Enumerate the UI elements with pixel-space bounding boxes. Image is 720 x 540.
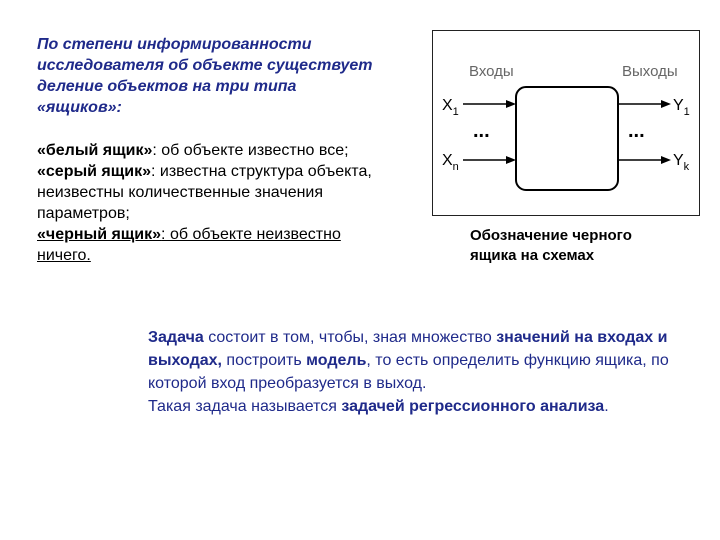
regression-term: задачей регрессионного анализа: [341, 398, 605, 415]
output-y1-label: $Y_1$: [673, 97, 690, 118]
intro-line: По степени информированности: [37, 36, 312, 53]
task-text: , то есть определить функцию ящика, по которой вход преобразуется в выход.: [148, 352, 669, 392]
task-text: состоит в том, чтобы, зная множество: [203, 329, 497, 346]
input-x1-label: $X_1$: [442, 97, 459, 118]
black-box-diagram-svg: [433, 31, 701, 217]
black-box-item: [37, 224, 427, 245]
task-description: [148, 326, 688, 418]
input-xn-label: $X_n$: [442, 152, 459, 173]
white-box-desc: : об объекте известно все;: [152, 142, 349, 159]
model-term: модель: [306, 352, 367, 369]
task-paragraph-2: [148, 395, 688, 418]
input-arrowhead-1: [506, 100, 516, 108]
black-box-label: «черный ящик»: [37, 226, 162, 243]
gray-box-label: «серый ящик»: [37, 163, 151, 180]
outputs-label: Выходы: [622, 63, 678, 80]
output-ellipsis: ...: [628, 120, 645, 142]
caption-line: Обозначение черного: [470, 227, 632, 244]
input-ellipsis: ...: [473, 120, 490, 142]
white-box-label: «белый ящик»: [37, 142, 153, 159]
output-yk-label: $Y_k$: [673, 152, 690, 173]
intro-line: исследователя об объекте существует: [37, 57, 373, 74]
gray-box-desc-cont: параметров;: [37, 205, 130, 222]
inputs-outputs-term: значений на входах и выходах,: [148, 329, 668, 369]
gray-box-desc: : известна структура объекта,: [151, 163, 372, 180]
diagram-caption: [470, 226, 690, 266]
black-box-desc: : об объекте неизвестно: [161, 226, 341, 243]
black-box-rect: [516, 87, 618, 190]
black-box-diagram: [432, 30, 700, 216]
box-types-list: [37, 140, 427, 266]
input-arrowhead-n: [506, 156, 516, 164]
black-box-desc-cont: ничего.: [37, 247, 91, 264]
inputs-label: Входы: [469, 63, 514, 80]
white-box-item: [37, 140, 427, 161]
gray-box-item: [37, 161, 427, 182]
task-term: Задача: [148, 329, 204, 346]
gray-box-desc-cont: неизвестны количественные значения: [37, 184, 324, 201]
task-paragraph-1: [148, 326, 688, 395]
intro-line: деление объектов на три типа: [37, 78, 297, 95]
caption-line: ящика на схемах: [470, 247, 595, 264]
output-arrowhead-1: [661, 100, 671, 108]
task-text: Такая задача называется: [148, 398, 342, 415]
intro-text: [37, 34, 422, 118]
task-text: построить: [221, 352, 307, 369]
task-text: .: [604, 398, 609, 415]
intro-line: «ящиков»:: [37, 99, 122, 116]
output-arrowhead-k: [661, 156, 671, 164]
